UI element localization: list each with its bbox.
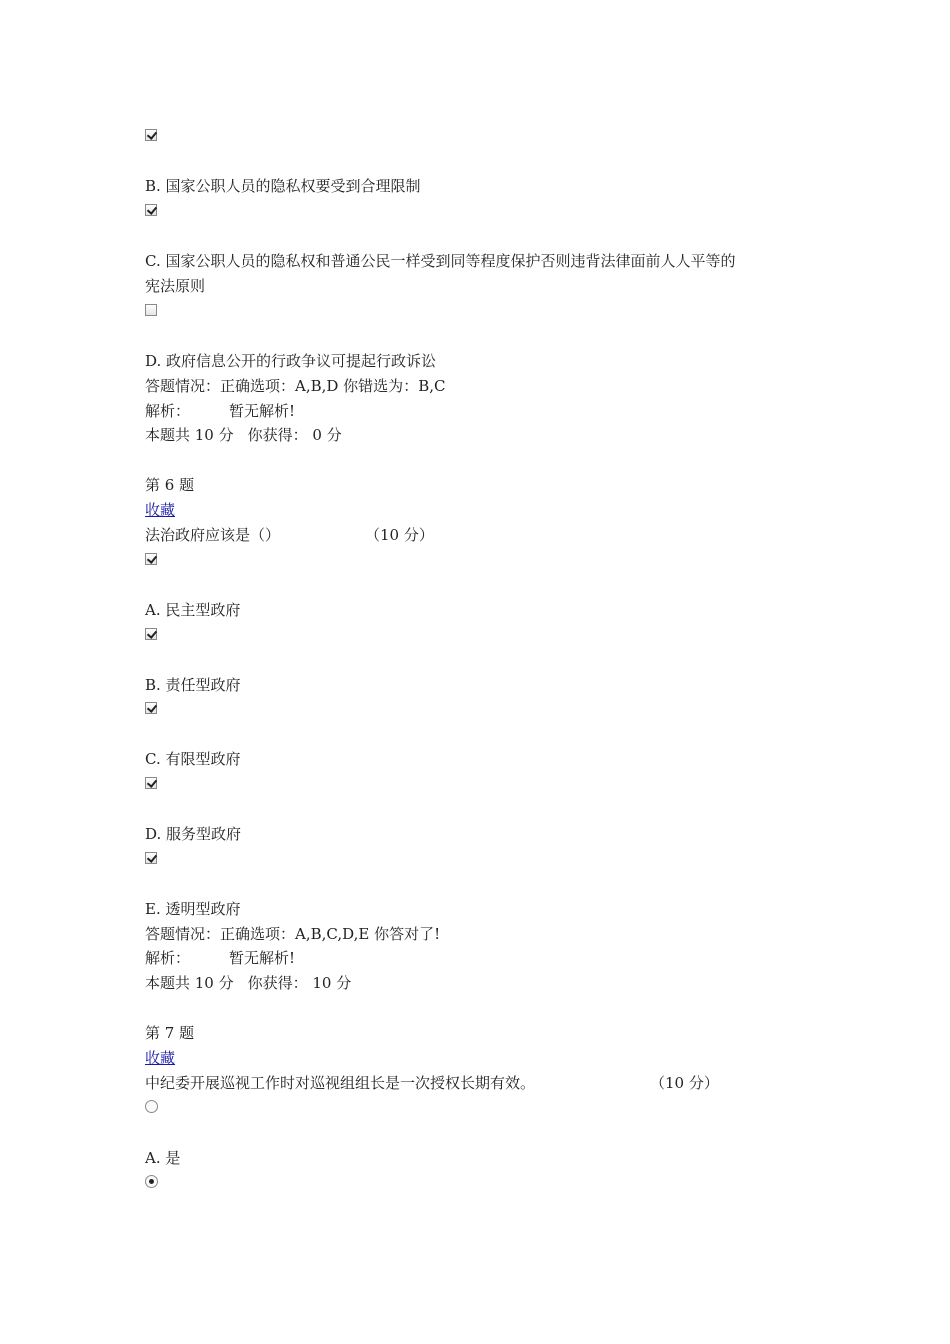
option-b-checkbox[interactable]	[145, 628, 157, 640]
option-no-radio[interactable]	[145, 1175, 158, 1188]
question-points: （10 分）	[365, 526, 434, 544]
question-points: （10 分）	[650, 1074, 719, 1092]
question-number: 第 7 题	[145, 1024, 195, 1042]
option-b-text: B. 责任型政府	[145, 676, 241, 694]
checkmark-icon	[147, 852, 157, 863]
option-b-text: B. 国家公职人员的隐私权要受到合理限制	[145, 177, 421, 195]
option-a-checkbox[interactable]	[145, 553, 157, 565]
analysis-row	[145, 401, 295, 421]
option-d-checkbox[interactable]	[145, 777, 157, 789]
score-got: 你获得： 10 分	[247, 974, 352, 992]
option-a-text: A. 是	[145, 1149, 181, 1167]
option-c-text: C. 有限型政府	[145, 750, 241, 768]
score-row	[145, 425, 342, 445]
analysis-label: 解析：	[145, 949, 191, 967]
question-number: 第 6 题	[145, 476, 195, 494]
score-total: 本题共 10 分	[145, 426, 234, 444]
analysis-label: 解析：	[145, 402, 191, 420]
analysis-row	[145, 948, 295, 968]
analysis-text: 暂无解析!	[229, 402, 296, 420]
checkmark-icon	[147, 129, 157, 140]
option-c-checkbox[interactable]	[145, 304, 157, 316]
checkmark-icon	[147, 204, 157, 215]
checkmark-icon	[147, 777, 157, 788]
option-a-checkbox[interactable]	[145, 129, 157, 141]
radio-selected-dot	[149, 1179, 154, 1184]
option-d-text: D. 服务型政府	[145, 825, 242, 843]
question-text: 中纪委开展巡视工作时对巡视组组长是一次授权长期有效。	[145, 1074, 536, 1092]
score-got: 你获得： 0 分	[247, 426, 342, 444]
answer-result: 答题情况：正确选项：A,B,D 你错选为：B,C	[145, 377, 446, 395]
option-b-checkbox[interactable]	[145, 204, 157, 216]
score-total: 本题共 10 分	[145, 974, 234, 992]
option-yes-radio[interactable]	[145, 1100, 158, 1113]
option-a-text: A. 民主型政府	[145, 601, 241, 619]
analysis-text: 暂无解析!	[229, 949, 296, 967]
option-d-text: D. 政府信息公开的行政争议可提起行政诉讼	[145, 352, 437, 370]
option-e-text: E. 透明型政府	[145, 900, 241, 918]
option-c-text-line1: C. 国家公职人员的隐私权和普通公民一样受到同等程度保护否则违背法律面前人人平等的	[145, 252, 736, 270]
score-row	[145, 973, 351, 993]
option-c-text-line2: 宪法原则	[145, 277, 206, 295]
checkmark-icon	[147, 628, 157, 639]
option-c-checkbox[interactable]	[145, 702, 157, 714]
answer-result: 答题情况：正确选项：A,B,C,D,E 你答对了!	[145, 925, 441, 943]
checkmark-icon	[147, 553, 157, 564]
favorite-link[interactable]: 收藏	[145, 1049, 176, 1067]
question-text: 法治政府应该是（）	[145, 526, 281, 544]
checkmark-icon	[147, 702, 157, 713]
option-e-checkbox[interactable]	[145, 852, 157, 864]
favorite-link[interactable]: 收藏	[145, 501, 176, 519]
